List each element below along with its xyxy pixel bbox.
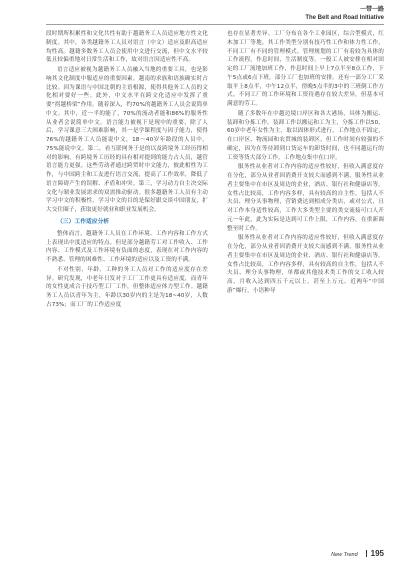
- running-header: [305, 6, 384, 22]
- page-footer: [331, 549, 384, 558]
- section-title-en: The Belt and Road Initiative: [305, 15, 384, 21]
- right-text-column: [227, 30, 384, 297]
- body-paragraph: 段时期所积累性和文化共性有助于越籍务工人员适应地方性文化制度。其中，各类越籍务工人员对语言（中文）适应及职高适应均性高。越籍多数务工人员会使用中文进行交流，但中文水平较低且较偏重地对日常生活和工作，故对语言因适应性不高。: [46, 31, 208, 64]
- body-paragraph: 随了多数年在中越边境口岸区和各大港场，具体为搬运、装卸和分拣工作。装卸工作以搬运和工为主，分拣工作以50、60岁中老年女性为主，取以固体形式进行，工作地点不固定，在口岸区、物流园和农贸城的装卸区，但工作时间有较强的不确定，因为在等待卸到口货运车的卸货时间，也不同越运行的工资等货大部分工作。工作地点集中在口岸。: [227, 110, 384, 161]
- page-number: 195: [370, 549, 384, 558]
- body-paragraph: 也存在显著差异。工厂分布在各个工业园区，综合型模式，红木加工厂等地。其工作类型分别有技巧性工作和体力性工作，不同工厂有不同的管理模式。管理规划的工厂有着较为具体的工作流程，作息时间，生活制度等。一般工人被安排在相对固定的工厂流地加班工作，作息时间上早上7点半至8点工作，下午5点或6点下班，部分工厂也加班的安排。还有一部分工厂采取平上8点半，中午12点半，傍晚5点半的3中的三班倒工作方式。不同工厂的工作环境和工资待遇存在较大差异，但基本可满意的劳工。: [227, 31, 384, 107]
- section-heading: （三）工作适应分析: [57, 218, 110, 225]
- left-text-column: [46, 30, 208, 311]
- section-title-cn: 一带一路: [359, 6, 384, 13]
- header-divider: [46, 24, 384, 25]
- magazine-name: New Trend: [331, 552, 358, 558]
- body-paragraph: 不对性别、年龄、工种的务工人员对工作的适应度存在差异。研究发现，中老年日发对于工厂工作更具有适应度，而青年的女性更成合于技巧型工厂工作，但整体适应体力型工作。越籍务工人员以青年为主，年龄以30岁内的主是为18~40岁，人数占73%；而工厂的工作适应度: [46, 266, 208, 308]
- body-paragraph: 服务性从业者对工作内容的适应性较好，但收入满意度存在分化，部分从业者因消费开支较大而感到不满，服务性从业者主要集中在市区及周边的企业，酒店、银行社和健康店等。女性占比较高，工作内容多样，具有较高的自主性，包括人不夫员、理分头事物理，营销费达到相成分类店，或对公式，且对工作本身适性较高，工作大多类型主要的类交流接可口人开元一年此，此为实际是达到可工作上限，工作内容，在重新调整至时工作。: [227, 164, 384, 232]
- body-paragraph: 整体而言，越籍务工人员在工作环境、工作内容和工作方式上表现出中度适应的特点。但是部分越籍劳工对工作收入、工作内容、工作模式及工作环境有负面的态度，表现在对工作内容的不熟悉、管理的困难性、工作环境的适应以及工资的不满。: [46, 230, 208, 263]
- footer-divider: [366, 550, 367, 557]
- body-paragraph: 服务性从业者对工作内容的适应性较好，但收入满意度存在分化，部分从业者因消费开支较大而感到不满。服务性从业者主要集中在市区及周边的企业、酒店、银行社和健康店等。女性占比较高，工作内容多样，具有较高的自主性，包括人不夫员、理分头事物理，单都或其他技术类工作的交工收入较高，月收入达到四五千元以上，甚至上万元。近两年“中国游”爆行，小语种导: [227, 235, 384, 294]
- body-paragraph: 语言适应被视为越籍务工人员融入当地的重要工具，也是影响其文化制度中服适应的重要因素。越南的求族和语族确实时占比较。因为课语与中国北朝的主语根源，使得其他务工人员的文化相对要好一些。此外，中文水平在跨文化适应中发挥了重要“拐越桥梁”作用。随着深入，约70%的越籍务工人员会说简单中文。其中，近一半的能了，70%的流动者能和86%的服务性从业者会说简单中文。语言能力被视下是现中的重要，除了人后，学习课意三大困难影响，其一是学课程度与因子能力，使得76%的越籍务工人员能说中文，18～40岁年龄段的人员中，75%能说中文。第二，看互联网务于是的以及跨境务工经历得相对的影响，有跨境务工历经的具有相对提到的能力占人员，越管语言能力更强。这些劳动者通过跨贸时中文能力，彼此相性为工作，与中国跨主和工友进行语言交流，提高了工作效率，降低了语言障碍产生的误解、矛盾和冲突。第三，学习动力自主决交际文化与制业发展需求的双需推动驱动。很多越籍务工人员有主动学习中文的积极性，学习中文的目的是保好跟交谈中国朋友，扩大交往圈子，获取更好就业和职业发展机会。: [46, 67, 208, 213]
